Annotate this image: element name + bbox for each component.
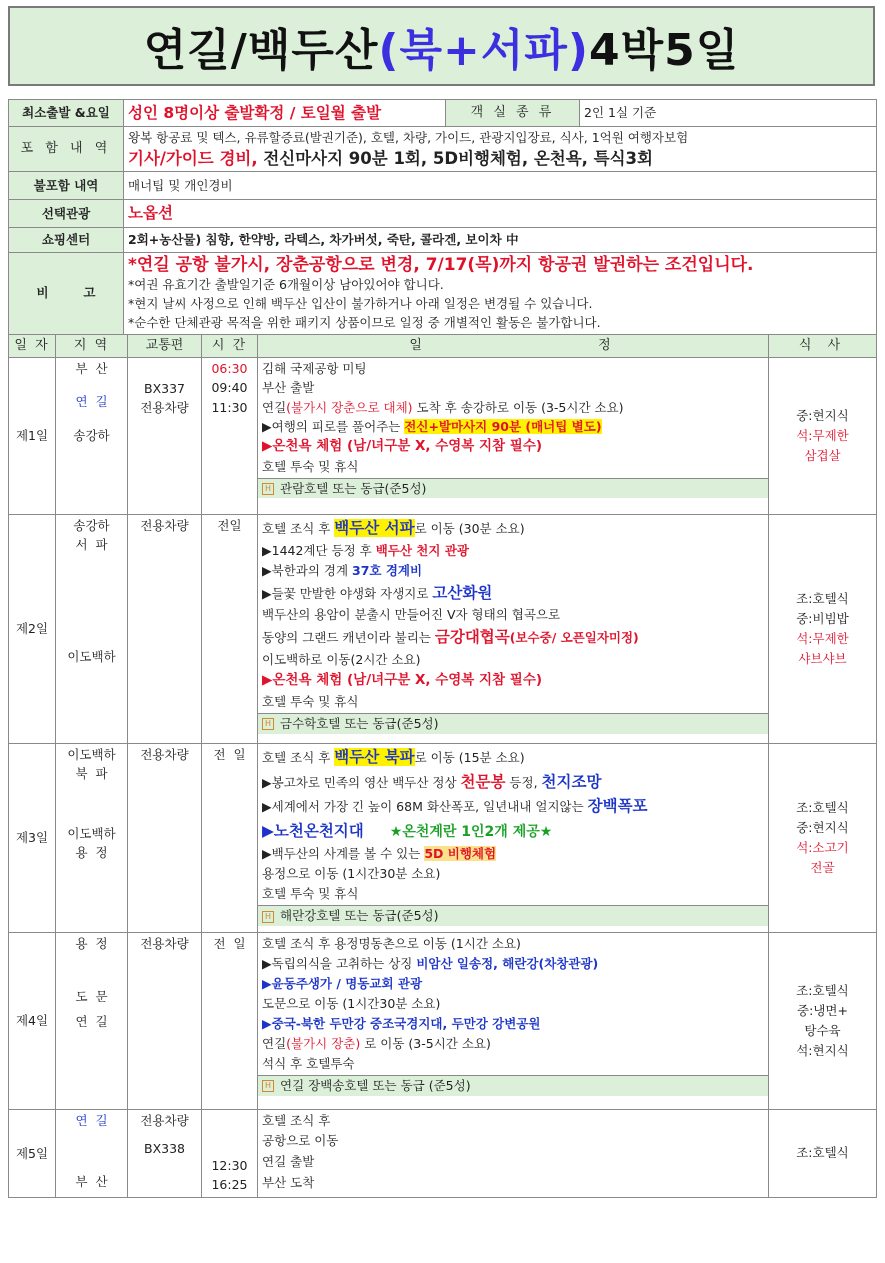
shopping-label: 쇼핑센터 bbox=[9, 227, 124, 252]
room-type-label: 객 실 종 류 bbox=[446, 100, 580, 127]
hotel-icon: H bbox=[262, 483, 274, 495]
schedule-table bbox=[8, 334, 877, 1198]
day-regions: 이도백하 북 파 이도백하 용 정 bbox=[56, 743, 128, 932]
day-schedule: 호텔 조식 후 백두산 북파로 이동 (15분 소요) ▶봉고차로 민족의 영산 백두산 정상 천문봉 등정, 천지조망 ▶세계에서 가장 긴 높이 68M 화산폭포, 일년내내 얼지않는 장백폭포 ▶노천온천지대 ★온천계란 1인2개 제공★ ▶백두산의 사계를 볼 수 있는 5D 비행체험 용정으로 이동 (1시간30분 소요) 호텔 투숙 및 휴식 H 해란강호텔 또는 동급(준5성) bbox=[258, 743, 769, 932]
hotel-icon: H bbox=[262, 1080, 274, 1092]
day-label: 제4일 bbox=[9, 932, 56, 1109]
info-table bbox=[8, 99, 877, 335]
col-time: 시 간 bbox=[202, 334, 258, 357]
day-schedule: 김해 국제공항 미팅 부산 출발 연길(불가시 장춘으로 대체) 도착 후 송강하로 이동 (3-5시간 소요) ▶여행의 피로를 풀어주는 전신+발마사지 90분 (매너팁 별도) ▶온천욕 체험 (남/녀구분 X, 수영복 지참 필수) 호텔 투숙 및 휴식 H 관람호텔 또는 동급(준5성) bbox=[258, 357, 769, 514]
day-transport: 전용차량 BX338 bbox=[128, 1109, 202, 1197]
day-label: 제3일 bbox=[9, 743, 56, 932]
page-title: 연길/백두산 (북+서파) 4박5일 bbox=[8, 6, 875, 86]
day-times: 06:30 09:40 11:30 bbox=[202, 357, 258, 514]
day-row bbox=[9, 1109, 877, 1197]
day-row bbox=[9, 514, 877, 743]
included-label: 포 함 내 역 bbox=[9, 127, 124, 172]
col-day: 일 자 bbox=[9, 334, 56, 357]
day-meals: 조:호텔식 bbox=[769, 1109, 877, 1197]
col-schedule: 일 정 bbox=[258, 334, 769, 357]
day-row bbox=[9, 357, 877, 514]
day-transport: BX337 전용차량 bbox=[128, 357, 202, 514]
remarks-value: *연길 공항 불가시, 장춘공항으로 변경, 7/17(목)까지 항공권 발권하는 조건입니다. *여권 유효기간 출발일기준 6개월이상 남아있어야 합니다. *현지 날씨 사정으로 인해 백두산 입산이 불가하거나 아래 일정은 변경될 수 있습니다. *순수한 단체관광 목적을 위한 패키지 상품이므로 일정 중 개별적인 활동은 불가합니다. bbox=[124, 252, 877, 334]
min-departure-value: 성인 8명이상 출발확정 / 토일월 출발 bbox=[124, 100, 446, 127]
day-row bbox=[9, 932, 877, 1109]
col-meal: 식 사 bbox=[769, 334, 877, 357]
min-departure-label: 최소출발 &요일 bbox=[9, 100, 124, 127]
day-regions: 부 산 연 길 송강하 bbox=[56, 357, 128, 514]
room-type-value: 2인 1실 기준 bbox=[580, 100, 877, 127]
included-value: 왕복 항공료 및 텍스, 유류할증료(발권기준), 호텔, 차량, 가이드, 관광지입장료, 식사, 1억원 여행자보험 기사/가이드 경비, 전신마사지 90분 1회, 5D비행체험, 온천욕, 특식3회 bbox=[124, 127, 877, 172]
day-transport: 전용차량 bbox=[128, 743, 202, 932]
day-time: 전 일 bbox=[202, 743, 258, 932]
excluded-label: 불포함 내역 bbox=[9, 172, 124, 200]
hotel-icon: H bbox=[262, 718, 274, 730]
itinerary-sheet bbox=[8, 99, 876, 1198]
optional-tour-label: 선택관광 bbox=[9, 200, 124, 227]
remarks-label: 비 고 bbox=[9, 252, 124, 334]
shopping-value: 2회+농산물) 침향, 한약방, 라텍스, 차가버섯, 죽탄, 콜라겐, 보이차 中 bbox=[124, 227, 877, 252]
excluded-value: 매너팁 및 개인경비 bbox=[124, 172, 877, 200]
day-meals: 조:호텔식 중:현지식 석:소고기 전골 bbox=[769, 743, 877, 932]
day-row bbox=[9, 743, 877, 932]
day-regions: 송강하 서 파 이도백하 bbox=[56, 514, 128, 743]
day-meals: 조:호텔식 중:비빔밥 석:무제한 샤브샤브 bbox=[769, 514, 877, 743]
day-transport: 전용차량 bbox=[128, 932, 202, 1109]
optional-tour-value: 노옵션 bbox=[124, 200, 877, 227]
day-meals: 조:호텔식 중:냉면+ 탕수육 석:현지식 bbox=[769, 932, 877, 1109]
day-regions: 용 정 도 문 연 길 bbox=[56, 932, 128, 1109]
hotel-icon: H bbox=[262, 911, 274, 923]
day-label: 제5일 bbox=[9, 1109, 56, 1197]
day-label: 제1일 bbox=[9, 357, 56, 514]
day-time: 전 일 bbox=[202, 932, 258, 1109]
day-schedule: 호텔 조식 후 백두산 서파로 이동 (30분 소요) ▶1442계단 등정 후 백두산 천지 관광 ▶북한과의 경계 37호 경계비 ▶들꽃 만발한 야생화 자생지로 고산화원 백두산의 용암이 분출시 만들어진 V자 형태의 협곡으로 동양의 그랜드 캐년이라 불리는 금강대협곡(보수중/ 오픈일자미정) 이도백하로 이동(2시간 소요) ▶온천욕 체험 (남/녀구분 X, 수영복 지참 필수) 호텔 투숙 및 휴식 H 금수학호텔 또는 동급(준5성) bbox=[258, 514, 769, 743]
day-regions: 연 길 부 산 bbox=[56, 1109, 128, 1197]
day-label: 제2일 bbox=[9, 514, 56, 743]
day-meals: 중:현지식 석:무제한 삼겹살 bbox=[769, 357, 877, 514]
col-region: 지 역 bbox=[56, 334, 128, 357]
title-highlight: (북+서파) bbox=[378, 25, 589, 76]
day-times: 12:30 16:25 bbox=[202, 1109, 258, 1197]
day-transport: 전용차량 bbox=[128, 514, 202, 743]
col-transport: 교통편 bbox=[128, 334, 202, 357]
day-time: 전일 bbox=[202, 514, 258, 743]
day-schedule: 호텔 조식 후 공항으로 이동 연길 출발 부산 도착 bbox=[258, 1109, 769, 1197]
day-schedule: 호텔 조식 후 용정명동촌으로 이동 (1시간 소요) ▶독립의식을 고취하는 상징 비암산 일송정, 해란강(차창관광) ▶윤동주생가 / 명동교회 관광 도문으로 이동 (1시간30분 소요) ▶중국-북한 두만강 중조국경지대, 두만강 강변공원 연길(불가시 장춘) 로 이동 (3-5시간 소요) 석식 후 호텔투숙 H 연길 장백송호텔 또는 동급 (준5성) bbox=[258, 932, 769, 1109]
